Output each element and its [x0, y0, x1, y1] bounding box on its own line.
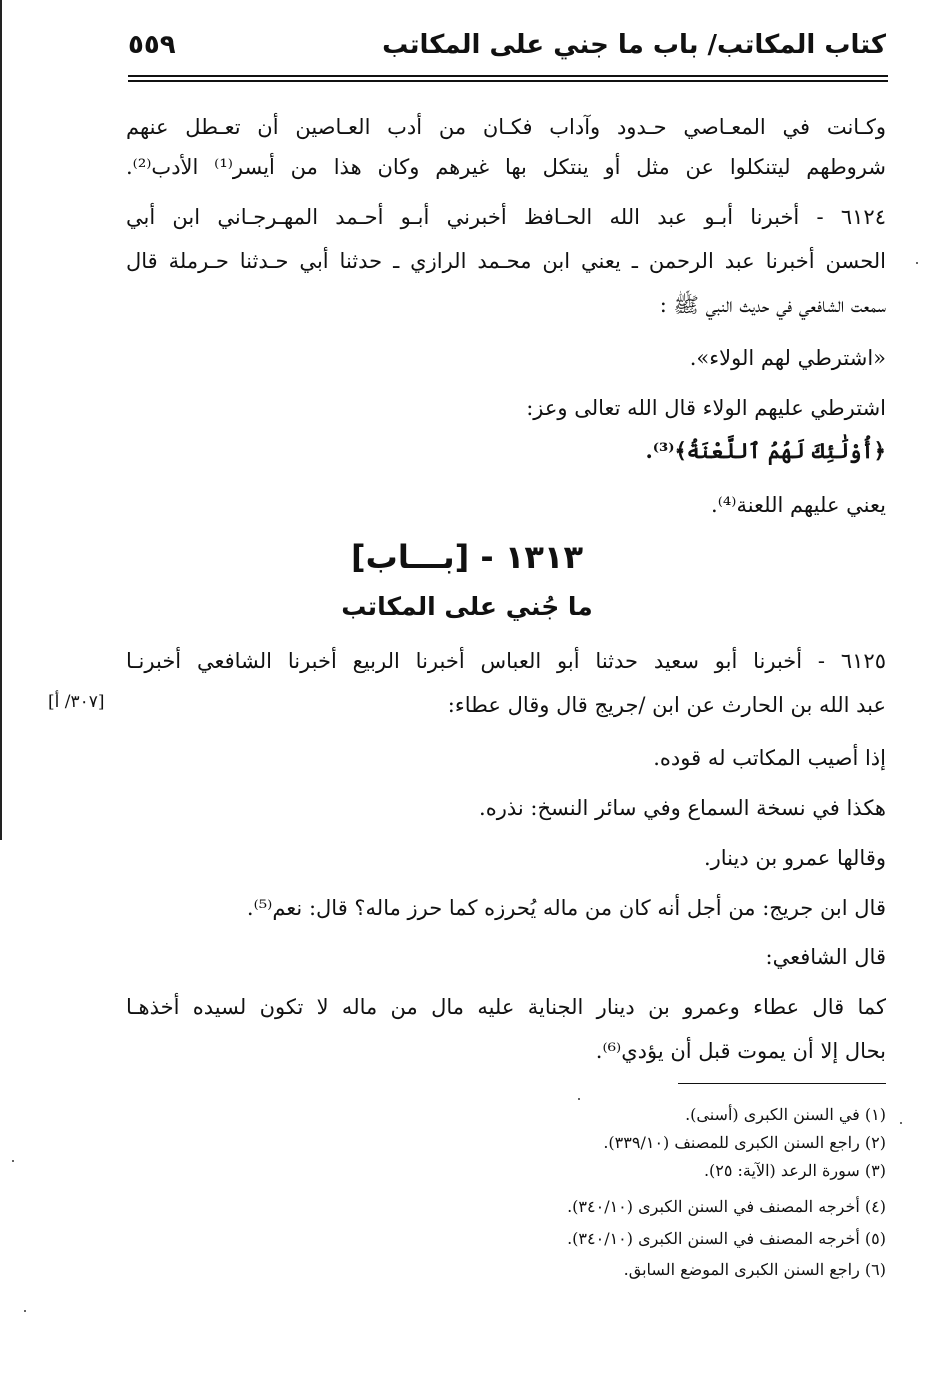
scan-edge-shadow [0, 0, 2, 840]
footnote-separator [678, 1083, 886, 1084]
body-line-shafii: قال الشافعي: [765, 945, 886, 969]
chapter-title: ما جُني على المكاتب [341, 592, 593, 621]
footnote-6: (٦) راجع السنن الكبرى الموضع السابق. [623, 1260, 886, 1279]
running-header-title: كتاب المكاتب/ باب ما جني على المكاتب [382, 30, 886, 60]
body-line-manuscript-note: هكذا في نسخة السماع وفي سائر النسخ: نذره. [479, 796, 886, 820]
scan-speck [916, 262, 918, 264]
body-line-condition: اشترطي عليهم الولاء قال الله تعالى وعز: [526, 396, 886, 420]
scan-speck [900, 1122, 902, 1124]
body-line-retaliation: إذا أصيب المكاتب له قوده. [653, 746, 886, 770]
body-line-ibn-jurayj: قال ابن جريج: من أجل أنه كان من ماله يُحرزه كما حرز ماله؟ قال: نعم⁽⁵⁾. [246, 896, 886, 920]
body-line-ruling-1: كما قال عطاء وعمرو بن دينار الجناية عليه مال من ماله لا تكون لسيده أخذهـا [126, 995, 886, 1019]
body-line-2: شروطهم ليتنكلوا عن مثل أو ينتكل بها غيرهم وكان هذا من أيسر⁽¹⁾ الأدب⁽²⁾. [126, 155, 886, 179]
footnote-4: (٤) أخرجه المصنف في السنن الكبرى (٣٤٠/١٠). [567, 1197, 886, 1216]
body-line-curse: يعني عليهم اللعنة⁽⁴⁾. [711, 493, 886, 517]
body-line-ruling-2: بحال إلا أن يموت قبل أن يؤدي⁽⁶⁾. [595, 1039, 886, 1063]
chapter-number: ١٣١٣ - [بـــاب] [351, 538, 583, 576]
header-rule [128, 75, 888, 77]
hadith-6124-line-1: ٦١٢٤ - أخبرنا أبـو عبد الله الحـافظ أخبرني أبـو أحـمد المهـرجـاني ابن أبي [126, 205, 886, 229]
footnote-1: (١) في السنن الكبرى (أسنى). [685, 1105, 886, 1124]
margin-folio-ref: [٣٠٧/ أ] [48, 692, 105, 712]
body-line-amr: وقالها عمرو بن دينار. [703, 846, 886, 870]
hadith-6124-line-2: الحسن أخبرنا عبد الرحمن ـ يعني ابن محـمد الرازي ـ حدثنا أبي حـدثنا حـرملة قال [126, 249, 886, 273]
header-rule-secondary [128, 80, 888, 82]
footnote-2: (٢) راجع السنن الكبرى للمصنف (٣٣٩/١٠). [603, 1133, 886, 1152]
quran-verse: ﴿أُوْلَٰئِكَ لَهُمُ ٱللَّعْنَةُ﴾⁽³⁾. [645, 438, 886, 463]
scan-speck [578, 1098, 580, 1100]
hadith-6125-line-1: ٦١٢٥ - أخبرنا أبو سعيد حدثنا أبو العباس أخبرنا الربيع أخبرنا الشافعي أخبرنـا [126, 649, 886, 673]
scan-speck [24, 1310, 26, 1312]
footnote-3: (٣) سورة الرعد (الآية: ٢٥). [703, 1161, 886, 1180]
scan-speck [12, 1160, 14, 1162]
hadith-6125-line-2: عبد الله بن الحارث عن ابن /جريج قال وقال عطاء: [447, 693, 886, 717]
body-line-1: وكـانت في المعـاصي حـدود وآداب فكـان من أدب العـاصين أن تعـطل عنهم [126, 115, 886, 139]
quote-line: «اشترطي لهم الولاء». [689, 346, 886, 370]
footnote-5: (٥) أخرجه المصنف في السنن الكبرى (٣٤٠/١٠). [567, 1229, 886, 1248]
hadith-6124-line-3: سمعت الشافعي في حديث النبي ﷺ : [659, 293, 886, 317]
page-number: ٥٥٩ [128, 30, 176, 60]
